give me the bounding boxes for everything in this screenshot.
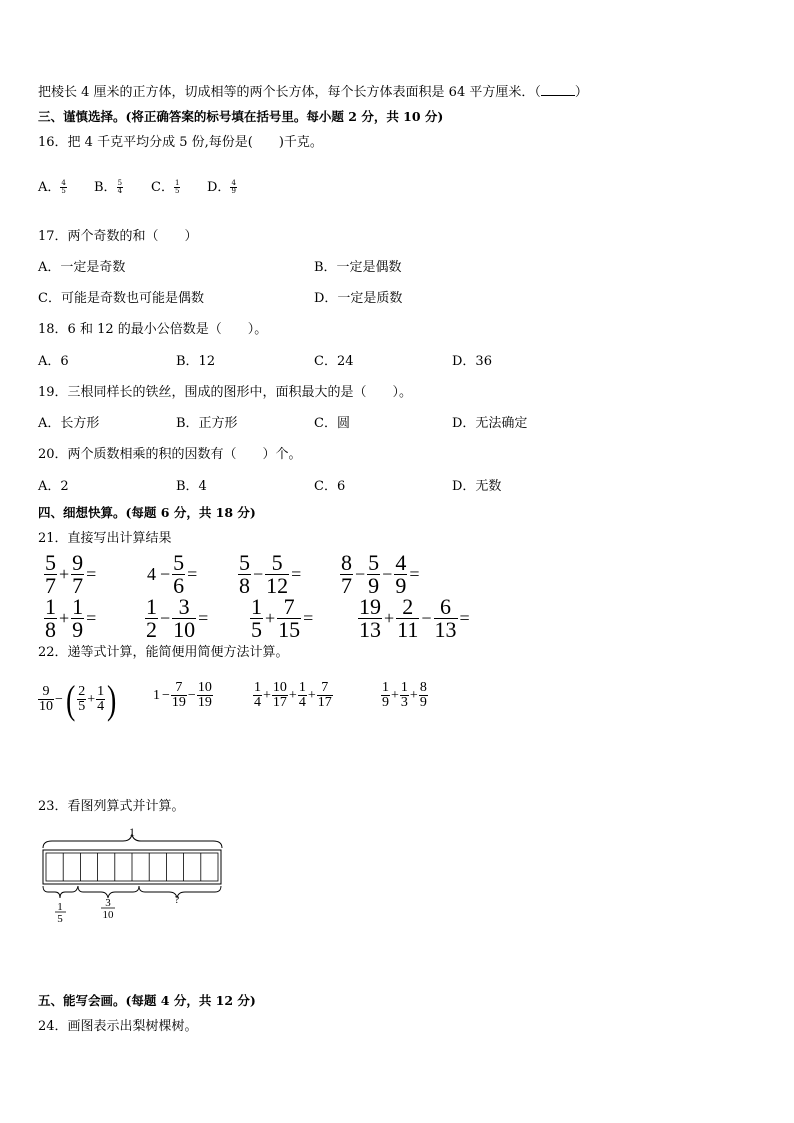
- q19-option-d[interactable]: D．无法确定: [452, 416, 528, 431]
- q18-option-a[interactable]: A．6: [38, 354, 69, 369]
- fraction: $\frac{5}{4}$: [117, 179, 123, 195]
- question-22: 22．递等式计算，能简便用简便方法计算。: [38, 645, 289, 660]
- q16-option-b[interactable]: B． $\frac{5}{4}$: [94, 179, 123, 195]
- q16-option-a[interactable]: A． $\frac{4}{5}$: [38, 179, 66, 195]
- answer-blank[interactable]: [541, 83, 575, 96]
- calc-expression: $\frac{1}{5}$ + $\frac{7}{15}$ =: [251, 594, 314, 642]
- question-15-text: 把棱长 4 厘米的正方体，切成相等的两个长方体，每个长方体表面积是 64 平方厘米．（: [38, 85, 541, 100]
- q17-option-c[interactable]: C．可能是奇数也可能是偶数: [38, 291, 204, 306]
- brace-unknown: [139, 886, 221, 898]
- total-label: 1: [129, 825, 135, 839]
- section-4-title: 四、细想快算。(每题 6 分，共 18 分): [38, 505, 256, 520]
- brace-seg1: [43, 886, 78, 898]
- question-23: 23．看图列算式并计算。: [38, 799, 185, 814]
- calc-expression: $\frac{1}{8}$ + $\frac{1}{9}$ =: [45, 594, 97, 642]
- fraction: $\frac{1}{5}$: [174, 179, 180, 195]
- question-16: 16．把 4 千克平均分成 5 份,每份是( )千克。: [38, 135, 323, 150]
- seg2-numerator: 3: [105, 897, 111, 909]
- calc-expression: $\frac{5}{7}$ + $\frac{9}{7}$ =: [45, 550, 97, 598]
- calc-expression: 1 − $\frac{7}{19}$ − $\frac{10}{19}$: [153, 680, 212, 710]
- question-24: 24．画图表示出梨树棵树。: [38, 1019, 198, 1034]
- q20-option-b[interactable]: B．4: [176, 479, 207, 494]
- unknown-label: ?: [174, 895, 180, 906]
- calc-expression: 4 − $\frac{5}{6}$ =: [147, 550, 198, 598]
- question-21: 21．直接写出计算结果: [38, 531, 172, 546]
- q19-option-a[interactable]: A．长方形: [38, 416, 100, 431]
- q19-option-c[interactable]: C．圆: [314, 416, 350, 431]
- section-5-title: 五、能写会画。(每题 4 分，共 12 分): [38, 993, 256, 1008]
- seg2-denominator: 10: [102, 909, 114, 921]
- question-15: 把棱长 4 厘米的正方体，切成相等的两个长方体，每个长方体表面积是 64 平方厘米．（ ）: [38, 85, 588, 100]
- calc-expression: $\frac{8}{7}$ − $\frac{5}{9}$ − $\frac{4}{9}$ =: [341, 550, 420, 598]
- seg1-denominator: 5: [57, 913, 63, 925]
- seg1-numerator: 1: [57, 901, 63, 913]
- question-20: 20．两个质数相乘的积的因数有（ ）个。: [38, 447, 302, 462]
- fraction: $\frac{4}{9}$: [231, 179, 236, 195]
- calc-expression: $\frac{1}{9}$ + $\frac{1}{3}$ + $\frac{8}{9}$: [382, 680, 427, 710]
- q18-option-d[interactable]: D．36: [452, 354, 492, 369]
- q16-option-c[interactable]: C． $\frac{1}{5}$: [151, 179, 180, 195]
- section-3-title: 三、谨慎选择。(将正确答案的标号填在括号里。每小题 2 分，共 10 分): [38, 109, 444, 124]
- q17-option-b[interactable]: B．一定是偶数: [314, 260, 402, 275]
- q18-option-c[interactable]: C．24: [314, 354, 354, 369]
- question-17: 17．两个奇数的和（ ）: [38, 229, 198, 244]
- q20-option-c[interactable]: C．6: [314, 479, 346, 494]
- calc-expression: $\frac{1}{4}$ + $\frac{10}{17}$ + $\frac{1}{4}$ + $\frac{7}{17}$: [254, 680, 332, 710]
- q17-option-d[interactable]: D．一定是质数: [314, 291, 403, 306]
- q20-option-d[interactable]: D．无数: [452, 479, 502, 494]
- fraction: $\frac{4}{5}$: [61, 179, 66, 195]
- question-18: 18．6 和 12 的最小公倍数是（ ）。: [38, 322, 268, 337]
- question-19: 19．三根同样长的铁丝，围成的图形中，面积最大的是（ ）。: [38, 385, 413, 400]
- calc-expression: $\frac{19}{13}$ + $\frac{2}{11}$ − $\frac{6}{13}$ =: [359, 594, 470, 642]
- fraction-bar-diagram: [38, 826, 238, 926]
- q19-option-b[interactable]: B．正方形: [176, 416, 238, 431]
- q20-option-a[interactable]: A．2: [38, 479, 69, 494]
- q17-option-a[interactable]: A．一定是奇数: [38, 260, 126, 275]
- q16-option-d[interactable]: D． $\frac{4}{9}$: [207, 179, 236, 195]
- calc-expression: $\frac{9}{10}$ −( $\frac{2}{5}$ + $\frac{1}{4}$ ): [39, 677, 117, 722]
- calc-expression: $\frac{1}{2}$ − $\frac{3}{10}$ =: [146, 594, 209, 642]
- calc-expression: $\frac{5}{8}$ − $\frac{5}{12}$ =: [239, 550, 302, 598]
- bar-cells: [63, 853, 201, 881]
- q18-option-b[interactable]: B．12: [176, 354, 216, 369]
